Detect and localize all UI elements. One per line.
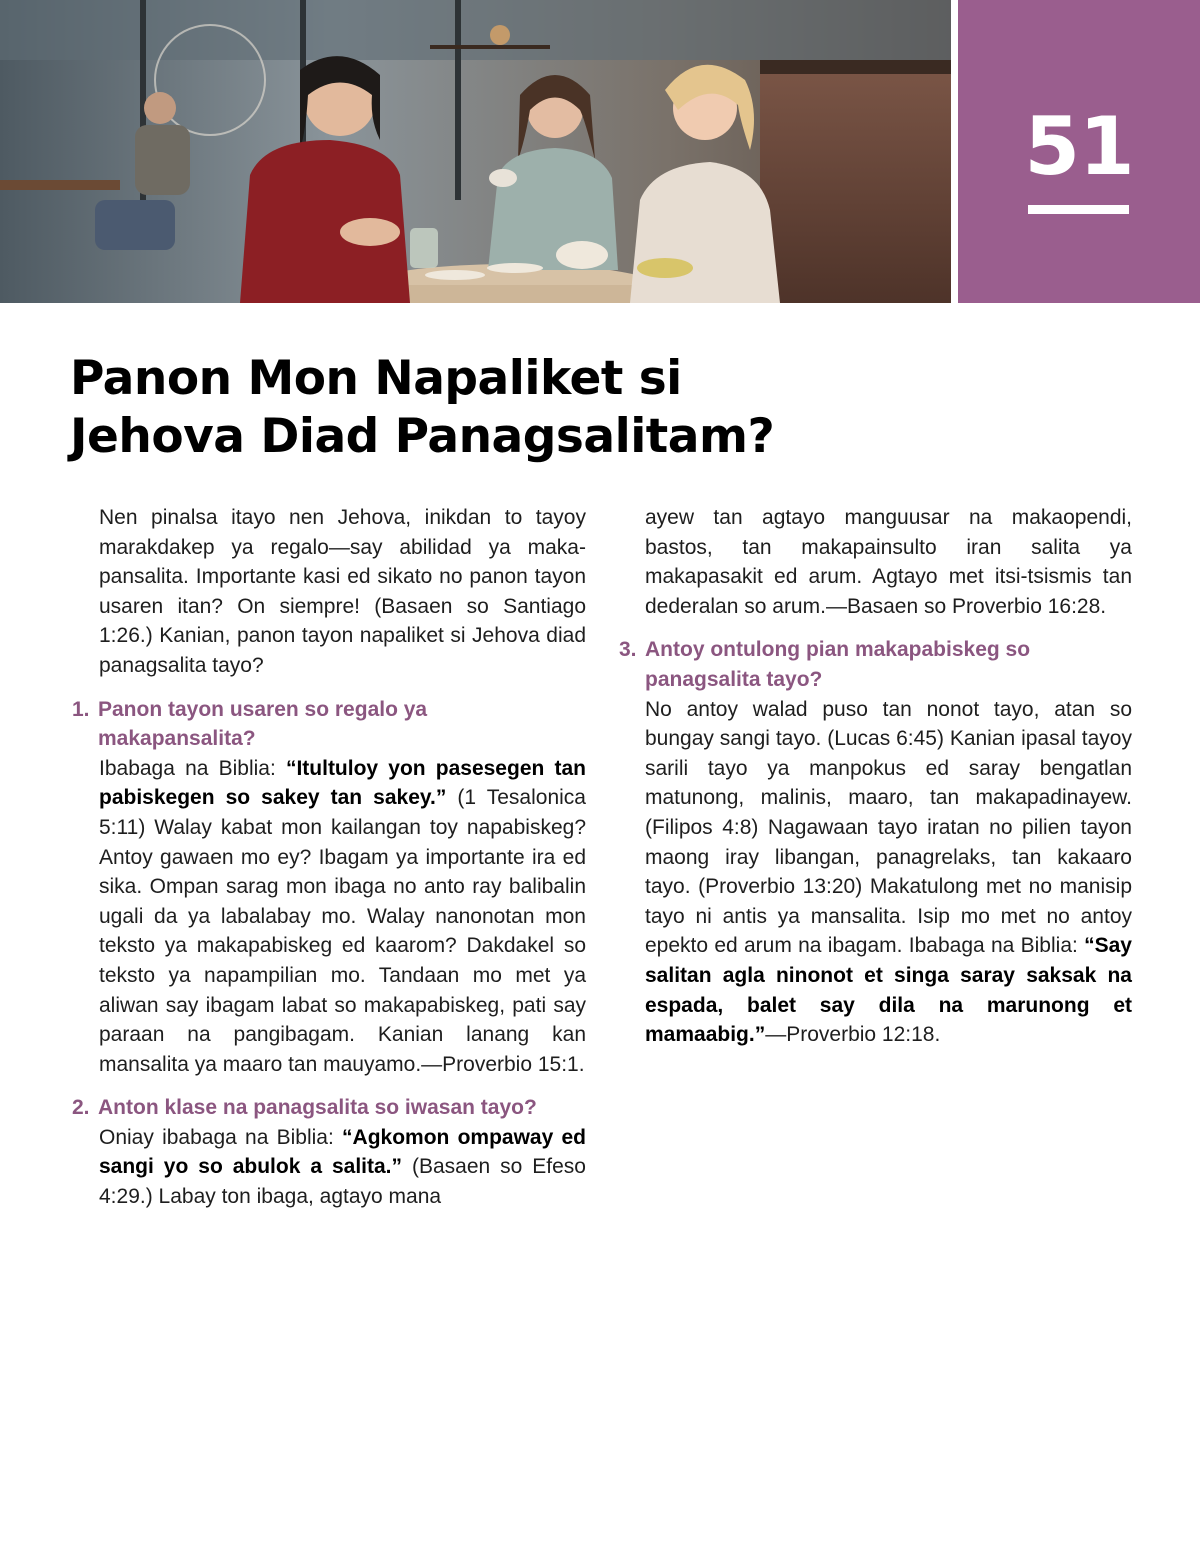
answer-2-lead: Oniay ibabaga na Biblia: [99, 1125, 343, 1149]
intro-paragraph: Nen pinalsa itayo nen Jehova, inikdan to tayoy marakdakep ya regalo—say abilidad ya makapansalita. Importante kasi ed sikato no panon tayon usaren itan? On siempre! (Basaen so Santiago 1:26.) Kanian, panon tayon napaliket si Jehova diad panagsalita tayo? [99, 506, 586, 677]
answer-2-paragraph [72, 1123, 586, 1212]
question-1-number: 1. [72, 697, 90, 721]
lesson-badge [958, 0, 1200, 303]
question-3-text: Antoy ontulong pian makapabiskeg so panagsalita tayo? [645, 638, 1031, 691]
question-3-heading [619, 635, 1132, 694]
title-line-2: Jehova Diad Panagsalitam? [70, 409, 775, 464]
question-1-heading [72, 695, 586, 754]
lesson-number: 51 [1024, 100, 1134, 193]
answer-2-continued: ayew tan agtayo manguusar na makaopendi, bastos, tan makapainsulto iran salita ya makapasakit ed arum. Agtayo met itsi-tsismis tan dederalan so arum.—Basaen so Proverbio 16:28. [645, 506, 1132, 618]
cafe-scene-illustration [0, 0, 951, 303]
answer-3-body: No antoy walad puso tan nonot tayo, atan so bungay sangi tayo. (Lucas 6:45) Kanian ipasal tayoy sarili tayo ya manpokus ed saray bengatlan matunong, malinis, maaro, tan makapadinayew. (Filipos 4:8) Nagawaan tayo iratan no pilien tayon maong iray libangan, panagrelaks, tan kakaaro tayo. (Proverbio 13:20) Makatulong met no manisip tayo ni antis ya mansalita. Isip mo met no antoy epekto ed arum na ibagam. Ibabaga na Biblia: [645, 697, 1132, 958]
answer-2-body: (Basaen so Efeso 4:29.) Labay ton ibaga, agtayo mana [99, 1155, 586, 1209]
question-3-number: 3. [619, 638, 637, 662]
question-2-number: 2. [72, 1096, 90, 1120]
answer-3-scripture-quote: “Say salitan agla ninonot et singa saray saksak na espada, balet say dila na marunong et mamaabig.” [645, 934, 1132, 1047]
left-column [72, 503, 586, 1212]
answer-2-scripture-quote: “Agkomon ompaway ed sangi yo so abulok a salita.” [99, 1125, 586, 1179]
answer-1-lead: Ibabaga na Biblia: [99, 756, 286, 780]
title-line-1: Panon Mon Napaliket si [70, 351, 682, 406]
right-column [619, 503, 1132, 1050]
answer-1-scripture-quote: “Itultuloy yon pasesegen tan pabiskegen so sakey tan sakey.” [99, 756, 586, 810]
question-2-heading [72, 1093, 586, 1123]
answer-1-paragraph [72, 754, 586, 1080]
question-2-text: Anton klase na panagsalita so iwasan tayo? [98, 1096, 537, 1120]
hero-photo [0, 0, 951, 303]
answer-3-paragraph [619, 695, 1132, 1050]
badge-underline [1028, 205, 1129, 214]
answer-1-body: (1 Tesalonica 5:11) Walay kabat mon kailangan toy napabiskeg? Antoy gawaen mo ey? Ibagam ya importante ira ed sika. Ompan sarag mon ibaga no anto ray balibalin ugali da ya labalabay mo. Walay nanonotan mon teksto ya makapabiskeg ed kaarom? Dakdakel so teksto ya napampilian mo. Tandaan mo met ya aliwan say ibagam labat so makapabiskeg, pati say paraan na pangibagam. Kanian lanang kan mansalita ya maaro tan mauyamo.—Proverbio 15:1. [99, 786, 586, 1076]
question-1-text: Panon tayon usaren so regalo ya makapansalita? [98, 697, 428, 751]
page-title [70, 350, 970, 466]
answer-3-citation: —Proverbio 12:18. [765, 1023, 941, 1047]
